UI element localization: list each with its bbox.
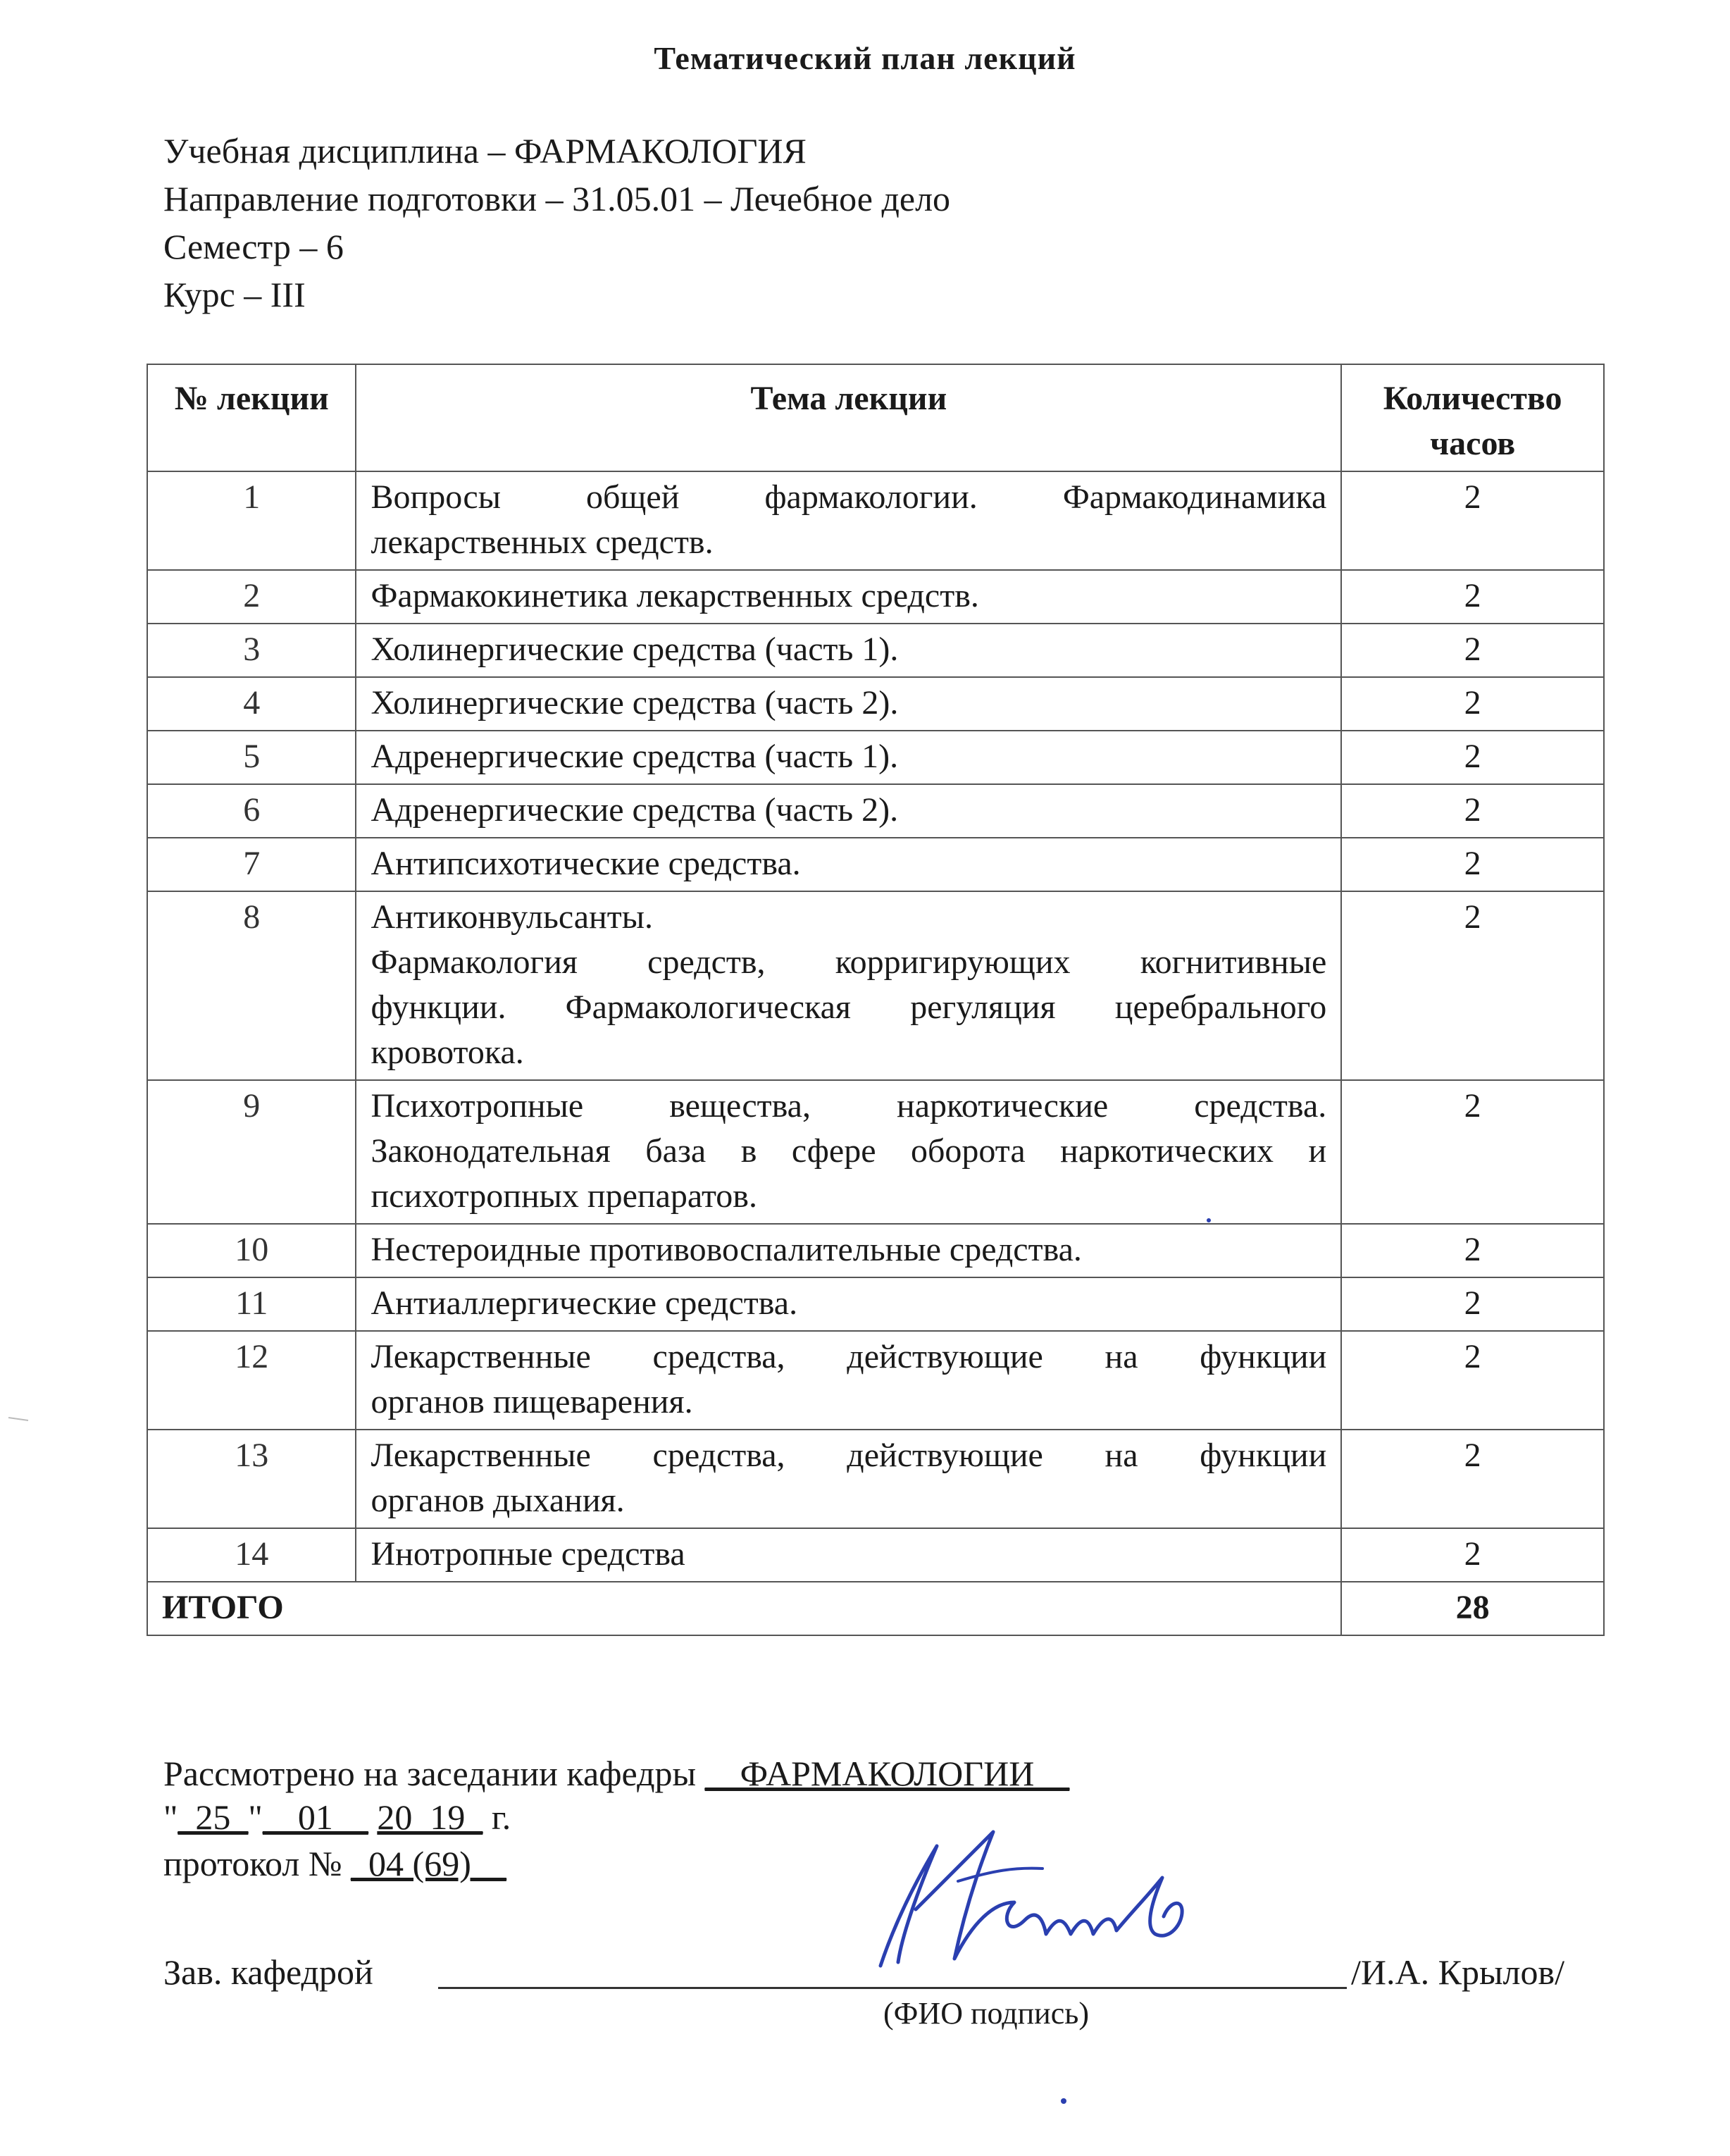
lecture-topic-line: органов пищеварения. (371, 1383, 693, 1420)
lecture-number: 10 (147, 1224, 356, 1277)
lecture-hours: 2 (1341, 1430, 1604, 1528)
lecture-hours: 2 (1341, 471, 1604, 570)
lecture-number: 11 (147, 1277, 356, 1331)
lecture-topic-line: Инотропные средства (371, 1535, 685, 1573)
lecture-hours: 2 (1341, 838, 1604, 891)
date-suffix: г. (483, 1797, 511, 1837)
total-label: ИТОГО (147, 1582, 1341, 1635)
lecture-topic-line: Холинергические средства (часть 2). (371, 684, 899, 721)
lecture-topic-line: Антипсихотические средства. (371, 845, 801, 882)
lecture-topic-line: функции. Фармакологическая регуляция церебрального (371, 989, 1327, 1026)
lecture-number: 8 (147, 891, 356, 1080)
lecture-hours: 2 (1341, 677, 1604, 731)
lecture-topic-line: кровотока. (371, 1034, 524, 1071)
lecture-topic-line: Нестероидные противовоспалительные средства. (371, 1231, 1082, 1268)
lecture-hours: 2 (1341, 1080, 1604, 1224)
course-line: Курс – III (163, 275, 306, 314)
date-day: _25_ (178, 1797, 249, 1837)
lecture-hours: 2 (1341, 1277, 1604, 1331)
lecture-number: 1 (147, 471, 356, 570)
lecture-hours: 2 (1341, 1528, 1604, 1582)
signature-caption: (ФИО подпись) (883, 1996, 1089, 2031)
header-lecture-topic: Тема лекции (356, 364, 1341, 471)
lecture-topic-line: Законодательная база в сфере оборота наркотических и (371, 1132, 1327, 1170)
lecture-topic-line: Психотропные вещества, наркотические средства. (371, 1087, 1327, 1125)
lecture-topic-line: Адренергические средства (часть 1). (371, 738, 899, 775)
lecture-topic-line: Фармакокинетика лекарственных средств. (371, 577, 979, 614)
lecture-number: 13 (147, 1430, 356, 1528)
protocol-number: _04 (69)__ (351, 1844, 506, 1883)
reviewed-prefix: Рассмотрено на заседании кафедры (163, 1754, 705, 1793)
lecture-topic-line: Антиконвульсанты. (371, 898, 653, 936)
department-name: __ФАРМАКОЛОГИИ__ (704, 1754, 1070, 1793)
date-quote-close: " (248, 1797, 263, 1837)
header-hours: Количество часов (1341, 364, 1604, 471)
lecture-hours: 2 (1341, 891, 1604, 1080)
lecture-topic-line: Вопросы общей фармакологии. Фармакодинамика (371, 478, 1327, 516)
lecture-number: 14 (147, 1528, 356, 1582)
lecture-hours: 2 (1341, 1331, 1604, 1430)
lecture-topic-line: Лекарственные средства, действующие на функции (371, 1437, 1327, 1474)
lecture-topic-line: Антиаллергические средства. (371, 1284, 798, 1322)
lecture-topic-line: Фармакология средств, корригирующих когнитивные (371, 943, 1327, 981)
total-hours: 28 (1341, 1582, 1604, 1635)
lecture-number: 2 (147, 570, 356, 624)
lecture-number: 4 (147, 677, 356, 731)
lecture-topic-line: Лекарственные средства, действующие на функции (371, 1338, 1327, 1375)
lecture-number: 7 (147, 838, 356, 891)
lecture-topic-line: лекарственных средств. (371, 523, 714, 561)
lecture-hours: 2 (1341, 1224, 1604, 1277)
lecture-hours: 2 (1341, 784, 1604, 838)
date-month: __01__ (262, 1797, 368, 1837)
lecture-topic-line: психотропных препаратов. (371, 1177, 757, 1215)
date-quote-open: " (163, 1797, 178, 1837)
lecture-hours: 2 (1341, 624, 1604, 677)
lecture-hours: 2 (1341, 731, 1604, 784)
lecture-hours: 2 (1341, 570, 1604, 624)
lecture-topic-line: органов дыхания. (371, 1482, 625, 1519)
lecture-topic-line: Холинергические средства (часть 1). (371, 631, 899, 668)
protocol-prefix: протокол № (163, 1844, 351, 1883)
lecture-number: 9 (147, 1080, 356, 1224)
signatory-name: /И.А. Крылов/ (1351, 1952, 1565, 1992)
date-year: 20_19_ (377, 1797, 483, 1837)
page-title: Тематический план лекций (654, 40, 1076, 76)
discipline-line: Учебная дисциплина – ФАРМАКОЛОГИЯ (163, 131, 807, 171)
lecture-number: 5 (147, 731, 356, 784)
lecture-number: 12 (147, 1331, 356, 1430)
lecture-number: 6 (147, 784, 356, 838)
head-of-department-label: Зав. кафедрой (163, 1952, 373, 1992)
header-lecture-number: № лекции (147, 364, 356, 471)
direction-line: Направление подготовки – 31.05.01 – Лечебное дело (163, 179, 951, 218)
lecture-topic-line: Адренергические средства (часть 2). (371, 791, 899, 829)
semester-line: Семестр – 6 (163, 227, 344, 266)
lecture-number: 3 (147, 624, 356, 677)
